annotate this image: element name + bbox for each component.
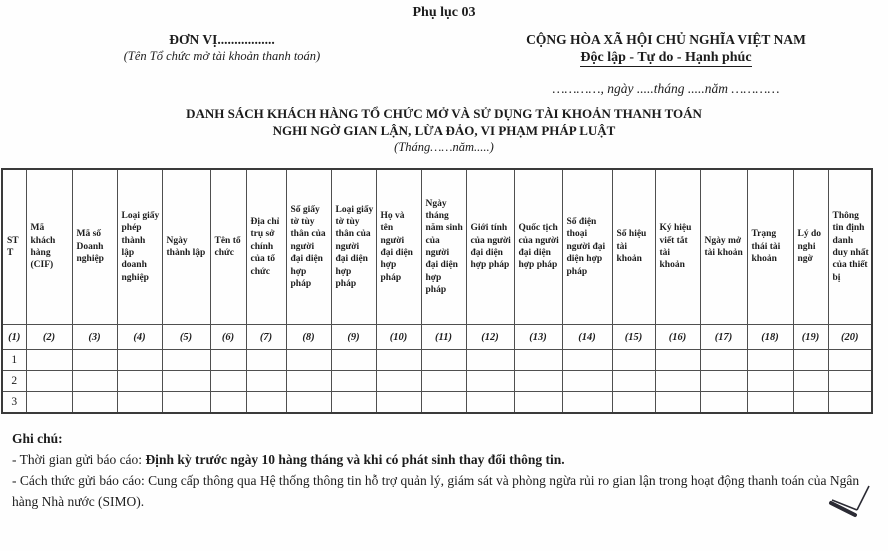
empty-cell	[612, 371, 655, 392]
national-block	[444, 32, 888, 97]
empty-cell	[286, 371, 331, 392]
col-number-8: (8)	[286, 325, 331, 350]
empty-cell	[612, 392, 655, 414]
empty-cell	[246, 392, 286, 414]
empty-cell	[376, 392, 421, 414]
col-number-17: (17)	[700, 325, 747, 350]
empty-cell	[162, 392, 210, 414]
empty-cell	[286, 392, 331, 414]
empty-cell	[700, 350, 747, 371]
empty-cell	[793, 392, 828, 414]
empty-cell	[747, 371, 793, 392]
table-row	[2, 350, 872, 371]
row-index: 1	[2, 350, 26, 371]
empty-cell	[246, 350, 286, 371]
empty-cell	[828, 392, 872, 414]
national-header: CỘNG HÒA XÃ HỘI CHỦ NGHĨA VIỆT NAM	[526, 32, 806, 47]
col-number-15: (15)	[612, 325, 655, 350]
empty-cell	[26, 392, 72, 414]
empty-cell	[655, 392, 700, 414]
date-line: …………, ngày .....tháng .....năm …………	[552, 81, 780, 96]
empty-cell	[376, 350, 421, 371]
empty-cell	[246, 371, 286, 392]
col-header-18: Trạng thái tài khoản	[747, 169, 793, 325]
col-header-4: Loại giấy phép thành lập doanh nghiệp	[117, 169, 162, 325]
pen-mark-icon	[824, 483, 876, 534]
empty-cell	[655, 350, 700, 371]
col-header-6: Tên tổ chức	[210, 169, 246, 325]
empty-cell	[466, 350, 514, 371]
empty-cell	[26, 371, 72, 392]
col-header-15: Số hiệu tài khoản	[612, 169, 655, 325]
empty-cell	[700, 371, 747, 392]
col-header-5: Ngày thành lập	[162, 169, 210, 325]
notes-heading: Ghi chú:	[12, 431, 63, 446]
document-title	[0, 106, 888, 155]
empty-cell	[162, 350, 210, 371]
note-reporting-method: - Cách thức gửi báo cáo: Cung cấp thông qua Hệ thống thông tin hỗ trợ quản lý, giám sát và phòng ngừa rủi ro gian lận trong hoạt động thanh toán của Ngân hàng Nhà nước (SIMO).	[12, 472, 860, 509]
title-period: (Tháng……năm.....)	[394, 140, 494, 154]
col-number-10: (10)	[376, 325, 421, 350]
col-header-3: Mã số Doanh nghiệp	[72, 169, 117, 325]
col-number-5: (5)	[162, 325, 210, 350]
empty-cell	[331, 371, 376, 392]
empty-cell	[562, 392, 612, 414]
empty-cell	[562, 350, 612, 371]
empty-cell	[210, 350, 246, 371]
empty-cell	[210, 392, 246, 414]
empty-cell	[793, 371, 828, 392]
empty-cell	[117, 371, 162, 392]
col-number-3: (3)	[72, 325, 117, 350]
empty-cell	[793, 350, 828, 371]
empty-cell	[514, 371, 562, 392]
empty-cell	[210, 371, 246, 392]
col-header-2: Mã khách hàng (CIF)	[26, 169, 72, 325]
col-header-19: Lý do nghi ngờ	[793, 169, 828, 325]
doc-title-line2: NGHI NGỜ GIAN LẬN, LỪA ĐẢO, VI PHẠM PHÁP LUẬT	[272, 123, 616, 138]
empty-cell	[117, 392, 162, 414]
empty-cell	[376, 371, 421, 392]
col-number-20: (20)	[828, 325, 872, 350]
empty-cell	[655, 371, 700, 392]
unit-name: ĐƠN VỊ.................	[169, 32, 275, 47]
empty-cell	[828, 350, 872, 371]
empty-cell	[514, 350, 562, 371]
appendix-label: Phụ lục 03	[412, 5, 476, 20]
empty-cell	[421, 350, 466, 371]
col-header-14: Số điện thoại người đại diện hợp pháp	[562, 169, 612, 325]
col-number-6: (6)	[210, 325, 246, 350]
col-number-2: (2)	[26, 325, 72, 350]
empty-cell	[26, 350, 72, 371]
col-number-9: (9)	[331, 325, 376, 350]
table-row	[2, 392, 872, 414]
col-number-18: (18)	[747, 325, 793, 350]
empty-cell	[612, 350, 655, 371]
empty-cell	[514, 392, 562, 414]
col-number-1: (1)	[2, 325, 26, 350]
col-header-8: Số giấy tờ tùy thân của người đại diện hợp pháp	[286, 169, 331, 325]
col-number-19: (19)	[793, 325, 828, 350]
column-number-row	[2, 325, 872, 350]
col-number-12: (12)	[466, 325, 514, 350]
col-header-17: Ngày mở tài khoản	[700, 169, 747, 325]
empty-cell	[117, 350, 162, 371]
empty-cell	[562, 371, 612, 392]
empty-cell	[700, 392, 747, 414]
empty-cell	[286, 350, 331, 371]
empty-cell	[72, 350, 117, 371]
table-row	[2, 371, 872, 392]
col-number-14: (14)	[562, 325, 612, 350]
col-header-7: Địa chỉ trụ sở chính của tổ chức	[246, 169, 286, 325]
empty-cell	[72, 371, 117, 392]
note-reporting-time: - Thời gian gửi báo cáo: Định kỳ trước ngày 10 hàng tháng và khi có phát sinh thay đổi thông tin.	[12, 451, 565, 467]
empty-cell	[828, 371, 872, 392]
notes-section	[12, 429, 870, 513]
col-header-13: Quốc tịch của người đại diện hợp pháp	[514, 169, 562, 325]
col-number-7: (7)	[246, 325, 286, 350]
empty-cell	[421, 392, 466, 414]
document-header	[0, 32, 888, 97]
col-header-20: Thông tin định danh duy nhất của thiết bị	[828, 169, 872, 325]
col-number-16: (16)	[655, 325, 700, 350]
empty-cell	[162, 371, 210, 392]
col-header-12: Giới tính của người đại diện hợp pháp	[466, 169, 514, 325]
col-header-1: STT	[2, 169, 26, 325]
row-index: 2	[2, 371, 26, 392]
col-header-16: Ký hiệu viết tắt tài khoản	[655, 169, 700, 325]
col-header-10: Họ và tên người đại diện hợp pháp	[376, 169, 421, 325]
empty-cell	[72, 392, 117, 414]
unit-subtitle: (Tên Tổ chức mở tài khoản thanh toán)	[123, 49, 321, 63]
unit-block	[0, 32, 444, 97]
row-index: 3	[2, 392, 26, 414]
empty-cell	[747, 392, 793, 414]
empty-cell	[421, 371, 466, 392]
empty-cell	[466, 371, 514, 392]
col-number-11: (11)	[421, 325, 466, 350]
empty-cell	[331, 392, 376, 414]
empty-cell	[331, 350, 376, 371]
empty-cell	[466, 392, 514, 414]
customers-table	[1, 168, 873, 414]
col-header-11: Ngày tháng năm sinh của người đại diện hợp pháp	[421, 169, 466, 325]
national-motto: Độc lập - Tự do - Hạnh phúc	[580, 50, 752, 65]
empty-cell	[747, 350, 793, 371]
doc-title-line1: DANH SÁCH KHÁCH HÀNG TỔ CHỨC MỞ VÀ SỬ DỤNG TÀI KHOẢN THANH TOÁN	[186, 106, 702, 121]
col-header-9: Loại giấy tờ tùy thân của người đại diện hợp pháp	[331, 169, 376, 325]
table-header-row	[2, 169, 872, 325]
col-number-4: (4)	[117, 325, 162, 350]
col-number-13: (13)	[514, 325, 562, 350]
